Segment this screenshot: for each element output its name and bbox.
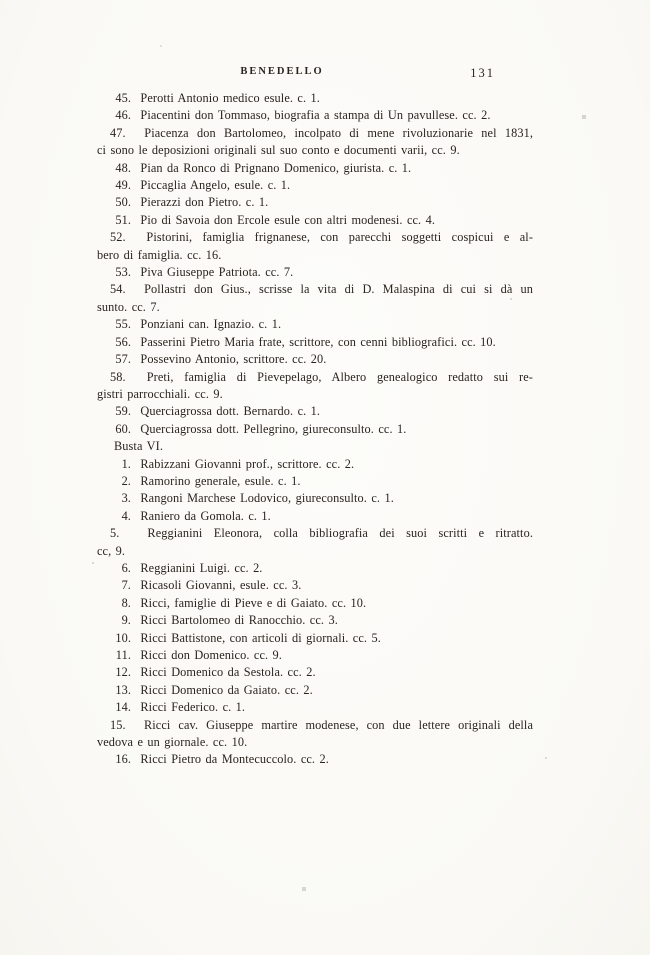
entry-number: 6. <box>121 560 131 575</box>
entry-line <box>97 473 533 490</box>
entry-text: Pio di Savoia don Ercole esule con altri modenesi. cc. 4. <box>140 212 436 227</box>
entry-number: 53. <box>115 265 131 280</box>
entry-text: Piacentini don Tommaso, biografia a stampa di Un pavullese. cc. 2. <box>140 108 491 123</box>
entry-line <box>97 577 533 594</box>
catalog-entry <box>97 177 533 194</box>
catalog-entry <box>97 212 533 229</box>
catalog-entry <box>97 490 533 507</box>
entry-text: Preti, famiglia di Pievepelago, Albero genealogico redatto sui re- <box>146 369 533 384</box>
entry-number: 56. <box>115 334 131 349</box>
entry-number: 50. <box>115 195 131 210</box>
entry-line <box>97 264 533 281</box>
catalog-entry <box>97 334 533 351</box>
catalog-entry <box>97 595 533 612</box>
catalog-entry <box>97 630 533 647</box>
entry-line <box>97 90 533 107</box>
entry-line <box>97 490 533 507</box>
entry-number: 51. <box>115 212 131 227</box>
entry-line <box>97 664 533 681</box>
entry-text: Ricci cav. Giuseppe martire modenese, con due lettere originali della <box>143 717 534 732</box>
entry-text: Pian da Ronco di Prignano Domenico, giurista. c. 1. <box>140 160 412 175</box>
catalog-entry <box>97 577 533 594</box>
page-number: 131 <box>470 66 495 80</box>
entry-text: Querciagrossa dott. Bernardo. c. 1. <box>140 404 321 419</box>
entry-number: 60. <box>115 421 131 436</box>
entry-line <box>97 229 533 246</box>
entry-number: 49. <box>115 178 131 193</box>
entry-text: Ricci Domenico da Sestola. cc. 2. <box>140 665 316 680</box>
entry-text: Ricci Pietro da Montecuccolo. cc. 2. <box>140 752 329 767</box>
entry-text: Ricci Bartolomeo di Ranocchio. cc. 3. <box>140 613 338 628</box>
entry-text: Querciagrossa dott. Pellegrino, giureconsulto. cc. 1. <box>140 421 407 436</box>
entry-number: 4. <box>121 508 131 523</box>
entry-line <box>97 525 533 542</box>
entry-line <box>97 281 533 298</box>
entry-line <box>97 751 533 768</box>
catalog-entry <box>97 90 533 107</box>
scan-specks <box>0 0 2 2</box>
catalog-entry <box>97 107 533 124</box>
entry-number: 15. <box>110 717 126 732</box>
entry-text: Rabizzani Giovanni prof., scrittore. cc. 2. <box>140 456 355 471</box>
entry-line <box>97 699 533 716</box>
catalog-entry <box>97 351 533 368</box>
entry-line: bero di famiglia. cc. 16. <box>97 247 222 262</box>
entry-line <box>97 508 533 525</box>
entry-line: vedova e un giornale. cc. 10. <box>97 735 248 750</box>
entry-line <box>97 194 533 211</box>
catalog-entry <box>97 281 533 316</box>
entry-number: 14. <box>115 700 131 715</box>
entry-line <box>97 125 533 142</box>
page-header <box>97 66 533 82</box>
entry-number: 45. <box>115 91 131 105</box>
entry-number: 8. <box>121 595 131 610</box>
entry-text: Ponziani can. Ignazio. c. 1. <box>140 317 282 332</box>
entry-text: Ricci Domenico da Gaiato. cc. 2. <box>140 682 313 697</box>
entry-number: 16. <box>115 752 131 767</box>
entry-text: Piacenza don Bartolomeo, incolpato di mene rivoluzionarie nel 1831, <box>144 125 534 140</box>
catalog-entry <box>97 751 533 768</box>
entry-line: ci sono le deposizioni originali sul suo conto e documenti varii, cc. 9. <box>97 143 460 158</box>
catalog-entry <box>97 560 533 577</box>
catalog-entry <box>97 525 533 560</box>
catalog-entry <box>97 508 533 525</box>
entry-line <box>97 403 533 420</box>
entry-text: Ricci Battistone, con articoli di giornali. cc. 5. <box>140 630 381 645</box>
entry-number: 48. <box>115 160 131 175</box>
entry-number: 7. <box>121 578 131 593</box>
entry-text: Rangoni Marchese Lodovico, giureconsulto. c. 1. <box>140 491 394 506</box>
entry-text: Passerini Pietro Maria frate, scrittore, con cenni bibliografici. cc. 10. <box>140 334 496 349</box>
entry-line <box>97 717 533 734</box>
entry-text: Piva Giuseppe Patriota. cc. 7. <box>140 265 294 280</box>
entry-number: 57. <box>115 352 131 367</box>
catalog-entry <box>97 229 533 264</box>
entry-line: gistri parrocchiali. cc. 9. <box>97 386 223 401</box>
entry-line <box>97 421 533 438</box>
section-heading: Busta VI. <box>114 439 164 454</box>
entry-number: 58. <box>110 369 126 384</box>
catalog-entry <box>97 612 533 629</box>
entry-number: 1. <box>121 456 131 471</box>
entry-text: Pistorini, famiglia frignanese, con parecchi soggetti cospicui e al- <box>146 230 534 245</box>
entry-line <box>97 630 533 647</box>
catalog-entry <box>97 682 533 699</box>
entry-number: 9. <box>121 613 131 628</box>
entry-line <box>97 682 533 699</box>
catalog-entry <box>97 264 533 281</box>
running-title: BENEDELLO <box>240 66 324 77</box>
entry-number: 2. <box>121 473 131 488</box>
entry-line <box>97 612 533 629</box>
catalog-entry <box>97 316 533 333</box>
entry-line <box>97 369 533 386</box>
entry-number: 5. <box>110 526 120 541</box>
entry-number: 52. <box>110 230 126 245</box>
catalog-entry <box>97 403 533 420</box>
entry-line <box>97 107 533 124</box>
entry-number: 13. <box>115 682 131 697</box>
entry-line <box>97 160 533 177</box>
entry-text: Ricci, famiglie di Pieve e di Gaiato. cc. 10. <box>140 595 367 610</box>
entry-line <box>97 560 533 577</box>
catalog-entry <box>97 647 533 664</box>
entry-text: Perotti Antonio medico esule. c. 1. <box>140 91 320 105</box>
entry-text: Reggianini Eleonora, colla bibliografia dei suoi scritti e ritratto. <box>147 526 533 541</box>
entry-text: Ricasoli Giovanni, esule. cc. 3. <box>140 578 302 593</box>
entry-number: 55. <box>115 317 131 332</box>
catalog-entry <box>97 125 533 160</box>
entry-text: Possevino Antonio, scrittore. cc. 20. <box>140 352 327 367</box>
entry-line: cc, 9. <box>97 543 126 558</box>
catalog-entry <box>97 369 533 404</box>
entry-line: sunto. cc. 7. <box>97 299 160 314</box>
entry-number: 12. <box>115 665 131 680</box>
catalog-entry <box>97 664 533 681</box>
entry-line <box>97 351 533 368</box>
entry-text: Ricci Federico. c. 1. <box>140 700 246 715</box>
entry-text: Piccaglia Angelo, esule. c. 1. <box>140 178 291 193</box>
entry-text: Raniero da Gomola. c. 1. <box>140 508 271 523</box>
entry-line <box>97 334 533 351</box>
entry-number: 46. <box>115 108 131 123</box>
catalog-entry <box>97 456 533 473</box>
entry-number: 47. <box>110 125 126 140</box>
entry-line <box>97 595 533 612</box>
entry-text: Ramorino generale, esule. c. 1. <box>140 473 301 488</box>
entry-number: 59. <box>115 404 131 419</box>
catalog-entry <box>97 160 533 177</box>
catalog-entry <box>97 717 533 752</box>
entry-text: Pierazzi don Pietro. c. 1. <box>140 195 269 210</box>
entry-line <box>97 647 533 664</box>
entry-text: Pollastri don Gius., scrisse la vita di D. Malaspina di cui si dà un <box>144 282 534 297</box>
entry-text: Ricci don Domenico. cc. 9. <box>140 648 282 662</box>
entry-number: 3. <box>121 491 131 506</box>
entry-text: Reggianini Luigi. cc. 2. <box>140 560 263 575</box>
entry-number: 10. <box>115 630 131 645</box>
entry-line <box>97 316 533 333</box>
catalog-entry <box>97 473 533 490</box>
entry-line <box>97 177 533 194</box>
catalog-entry <box>97 421 533 438</box>
entry-number: 54. <box>110 282 126 297</box>
catalog-entry <box>97 194 533 211</box>
entry-line <box>97 456 533 473</box>
entry-number: 11. <box>115 648 131 662</box>
catalog-list <box>97 90 533 769</box>
catalog-entry <box>97 699 533 716</box>
entry-line <box>97 212 533 229</box>
